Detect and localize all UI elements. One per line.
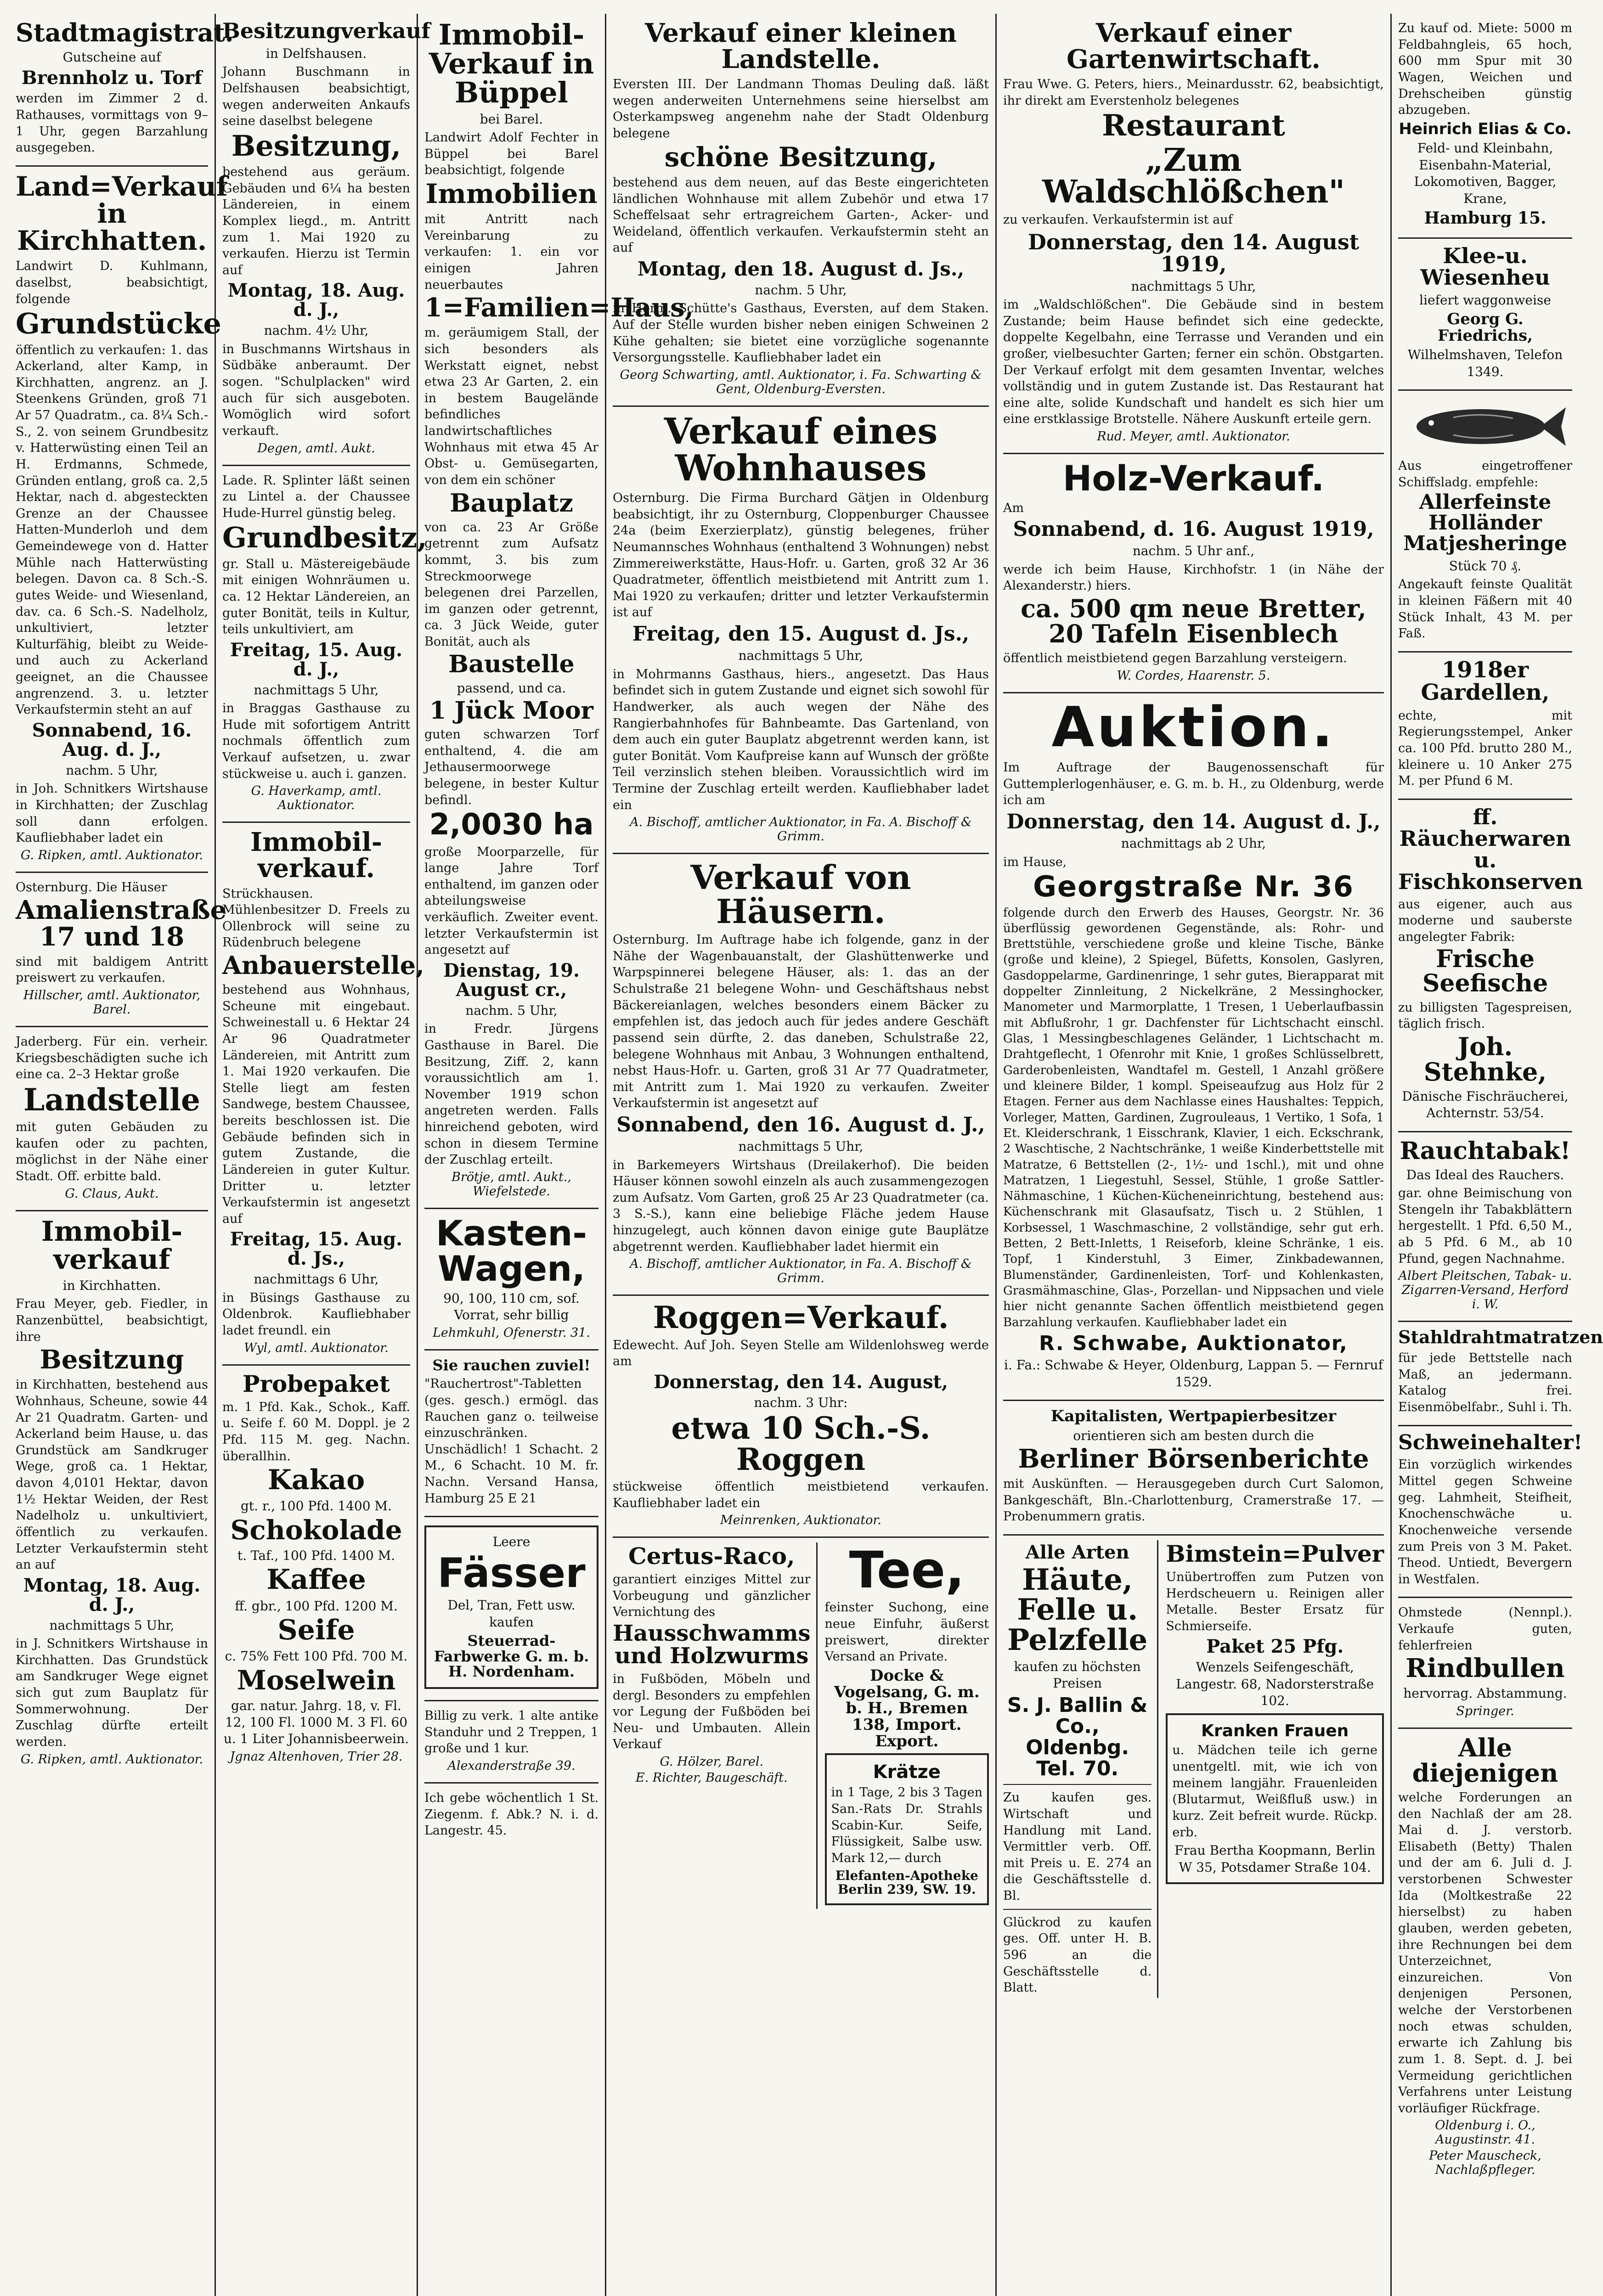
ad-title: Stadtmagistrat. <box>16 18 234 47</box>
auction-date: Sonnabend, d. 16. August 1919, <box>1013 518 1374 541</box>
ad-text: im Hause, <box>1003 855 1067 869</box>
ad-standuhr <box>424 1701 598 1784</box>
ad-text: echte, mit Regierungsstempel, Anker ca. 100 Pfd. brutto 280 M., kleinere u. 10 Anker 275 M. per Pfund 6 M. <box>1398 708 1572 788</box>
ad-text: werde ich beim Hause, Kirchhofstr. 1 (in Nähe der Alexanderstr.) hiers. <box>1003 562 1384 593</box>
ad-subtitle: in Kirchhatten. <box>62 1277 161 1293</box>
ad-ziegenmilch <box>424 1784 598 1848</box>
ad-text: Zu kaufen ges. Wirtschaft und Handlung mit Land. Vermittler verb. Off. mit Preis u. E. 274 an die Geschäftsstelle d. Bl. <box>1003 1790 1152 1903</box>
ad-text: bestehend aus geräum. Gebäuden und 6¼ ha besten Ländereien, in einem Komplex liegd., m. Antritt zum 1. Mai 1920 zu verkaufen. Hierzu ist Termin auf <box>222 165 410 277</box>
column-2 <box>216 14 431 2296</box>
ad-text: mit Auskünften. — Herausgegeben durch Curt Salomon, Bankgeschäft, Bln.-Charlottenburg, Cramerstraße 17. — Probenummern gratis. <box>1003 1477 1384 1524</box>
ad-matjes <box>1398 391 1572 653</box>
ad-title: Probepaket <box>243 1370 390 1397</box>
ad-signature: G. Ripken, amtl. Auktionator. <box>20 1752 203 1767</box>
ad-title: Alle Arten <box>1025 1541 1129 1563</box>
auction-date: Freitag, 15. Aug. d. Js., <box>230 1228 403 1270</box>
ad-text: m. 1 Pfd. Kak., Schok., Kaff. u. Seife f. 60 M. Doppl. je 2 Pfd. 115 M. geg. Nachn. überallhin. <box>222 1400 410 1463</box>
auction-date: Dienstag, 19. August cr., <box>443 959 580 1001</box>
auction-date: Sonnabend, 16. Aug. d. J., <box>32 719 192 760</box>
ad-grundbesitz-lintel <box>222 466 427 823</box>
ad-title: Schweinehalter! <box>1398 1430 1583 1454</box>
ad-text: Ohmstede (Nennpl.). Verkaufe guten, fehlerfreien <box>1398 1605 1572 1653</box>
ad-text: feinster Suchong, eine neue Einfuhr, äußerst preiswert, direkter Versand an Private. <box>824 1600 989 1664</box>
product-price: c. 75% Fett 100 Pfd. 700 M. <box>225 1649 408 1664</box>
ad-headline: ca. 500 qm neue Bretter, 20 Tafeln Eisenblech <box>1021 594 1366 649</box>
ad-headline: 1 Jück Moor <box>429 697 593 725</box>
ad-headline: Brennholz u. Torf <box>21 67 203 89</box>
auction-time: nachm. 5 Uhr anf., <box>1132 543 1255 559</box>
ad-price: Paket 25 Pfg. <box>1206 1636 1344 1658</box>
ad-title: Certus-Raco, <box>628 1542 795 1570</box>
ad-text: Glückrod zu kaufen ges. Off. unter H. B. 596 an die Geschäftsstelle d. Blatt. <box>1003 1915 1152 1995</box>
ad-text: für jede Bettstelle nach Maß, an jedermann. Katalog frei. Eisenmöbelfabr., Suhl i. Th. <box>1398 1351 1572 1414</box>
ad-text: Landwirt Adolf Fechter in Büppel bei Barel beabsichtigt, folgende <box>424 130 598 178</box>
ad-headline: Fässer <box>437 1549 586 1597</box>
ad-text: Am <box>1003 501 1024 515</box>
ad-text: in J. Schnitkers Wirtshause in Kirchhatten. Das Grundstück am Sandkruger Wege eignet sich gut zum Bauplatz für Sommerwohnung. Der Zuschlag dürfte erteilt werden. <box>16 1637 208 1749</box>
ad-gardellen <box>1398 653 1572 800</box>
ad-text: mit Antritt nach Vereinbarung zu verkaufen: 1. ein vor einigen Jahren neuerbautes <box>424 212 598 292</box>
ad-holz-verkauf <box>1003 454 1384 693</box>
product-name: Kaffee <box>266 1564 366 1596</box>
ad-text: Gutscheine auf <box>62 50 161 65</box>
ad-signature: Brötje, amtl. Aukt., Wiefelstede. <box>452 1170 571 1199</box>
fish-icon <box>1403 399 1568 454</box>
ad-title: Rauchtabak! <box>1400 1137 1571 1165</box>
ad-landstelle-eversten <box>613 14 989 407</box>
ad-signature: Alexanderstraße 39. <box>447 1758 576 1773</box>
ad-title: Bimstein=Pulver <box>1166 1540 1384 1567</box>
ad-text: hervorrag. Abstammung. <box>1403 1686 1567 1701</box>
ad-title: Leere <box>492 1534 531 1550</box>
auction-time: nachmittags 5 Uhr, <box>738 1139 864 1154</box>
ad-title: Land=Verkauf in Kirchhatten. <box>16 170 228 257</box>
ad-text: Angekauft feinste Qualität in kleinen Fäßern mit 40 Stück Inhalt, 43 M. per Faß. <box>1398 577 1572 641</box>
ad-text: Feld- und Kleinbahn, Eisenbahn-Material, Lokomotiven, Bagger, Krane, <box>1414 141 1557 206</box>
ad-amalienstrasse <box>16 873 227 1027</box>
ad-landstelle <box>16 1027 208 1211</box>
ad-raeucherwaren <box>1398 800 1583 1132</box>
auction-time: nachmittags ab 2 Uhr, <box>1121 836 1266 851</box>
ad-certus-raco <box>613 1542 818 1909</box>
ad-subtitle: bei Barel. <box>480 111 543 127</box>
ad-price: Stück 70 ₰. <box>1449 558 1522 574</box>
product-price: gt. r., 100 Pfd. 1400 M. <box>241 1498 392 1514</box>
ad-text: guten schwarzen Torf enthaltend, 4. die am Jethausermoorwege belegene, in bester Kultur befindl. <box>424 727 598 807</box>
auction-time: nachmittags 5 Uhr, <box>49 1617 175 1633</box>
ad-headline: Restaurant <box>1102 108 1285 143</box>
ad-text: sind mit baldigem Antritt preiswert zu verkaufen. <box>16 954 208 985</box>
ad-signature-detail: Peter Mauscheck, Nachlaßpfleger. <box>1429 2149 1541 2178</box>
ad-text: werden im Zimmer 2 d. Rathauses, vormittags von 9–1 Uhr, gegen Barzahlung ausgegeben. <box>16 91 208 155</box>
ad-headline: Frische Seefische <box>1422 945 1548 998</box>
ad-title: Immobil-verkauf. <box>250 827 382 884</box>
column-4 <box>606 14 997 2296</box>
ad-signature: Rud. Meyer, amtl. Auktionator. <box>1097 429 1290 444</box>
ad-headline: Berliner Börsenberichte <box>1018 1444 1369 1474</box>
product-price: gar. natur. Jahrg. 18, v. Fl. 12, 100 Fl. 1000 M. 3 Fl. 60 u. 1 Liter Johannisbeerwein. <box>223 1698 409 1747</box>
ad-stadtmagistrat <box>16 14 234 167</box>
ad-signature: S. J. Ballin & Co., Oldenbg. Tel. 70. <box>1007 1693 1148 1781</box>
ad-rauchtabak <box>1398 1132 1572 1322</box>
ad-signature: W. Cordes, Haarenstr. 5. <box>1117 668 1270 683</box>
ad-text: Osternburg. Die Firma Burchard Gätjen in Oldenburg beabsichtigt, ihr zu Osternburg, Cloppenburger Chaussee 24a (beim Exerzierplatz), günstig belegenes, früher Neumannsches Wohnhaus (enthaltend 3 Wohnungen) nebst Zimmereiwerkstätte, Haus-Hofr. u. Garten, groß 32 Ar 36 Quadratmeter, öffentlich meistbietend mit Antritt zum 1. Mai 1920 zu verkaufen; dritter und letzter Verkaufstermin ist auf <box>613 491 989 620</box>
ad-signature: R. Schwabe, Auktionator, <box>1039 1331 1348 1355</box>
ad-text: Frau Wwe. G. Peters, hiers., Meinardusstr. 62, beabsichtigt, ihr direkt am Everstenholz belegenes <box>1003 77 1384 108</box>
ad-kastenwagen <box>424 1209 598 1351</box>
auction-time: nachmittags 5 Uhr, <box>738 648 864 664</box>
ad-title: Immobil-verkauf <box>41 1215 183 1276</box>
ad-signature: A. Bischoff, amtlicher Auktionator, in Fa. A. Bischoff & Grimm. <box>630 1257 972 1286</box>
ad-text: in Fußböden, Möbeln und dergl. Besonders zu empfehlen vor Legung der Fußböden bei Neu- und Umbauten. Allein Verkauf <box>613 1671 811 1752</box>
ad-subtitle: in Delfshausen. <box>265 45 367 61</box>
ad-signature: Oldenburg i. O., Augustinstr. 41. <box>1435 2118 1535 2147</box>
ad-text: bestehend aus dem neuen, auf das Beste eingerichteten ländlichen Wohnhause mit allem Zubehör und etwa 17 Scheffelsaat sehr ertragreichem Garten-, Acker- und Weideland, öffentlich verkaufen. Verkaufstermin steht an auf <box>613 175 989 255</box>
ad-city: Hamburg 15. <box>1424 208 1547 228</box>
auction-date: Montag, 18. Aug. d. J., <box>227 280 405 321</box>
ad-text: in Barkemeyers Wirtshaus (Dreilakerhof). Die beiden Häuser können sowohl einzeln als auch zusammengezogen zum Aufsatz. Vom Garten, groß 25 Ar 23 Quadratmeter (ca. 3 S.-S.), kann eine beliebige Fläche jedem Hause hinzugelegt, auch können davon einige gute Bauplätze abgetrennt werden. Kaufliebhaber ladet hiermit ein <box>613 1158 989 1254</box>
ad-text: "Rauchertrost"-Tabletten (ges. gesch.) ermögl. das Rauchen ganz o. teilweise einzuschränken. Unschädlich! 1 Schacht. 2 M., 6 Schacht. 10 M. fr. Nachn. Versand Hansa, Hamburg 25 E 21 <box>424 1377 598 1506</box>
auction-date: Sonnabend, den 16. August d. J., <box>616 1113 985 1137</box>
auction-time: nachmittags 5 Uhr, <box>1131 278 1256 294</box>
ad-text: kaufen zu höchsten Preisen <box>1014 1659 1141 1691</box>
ad-signature: E. Richter, Baugeschäft. <box>635 1771 788 1785</box>
ad-text: Strückhausen. Mühlenbesitzer D. Freels zu Ollenbrock will seine zu Rüdenbruch belegene <box>222 886 410 950</box>
auction-time: nachmittags 6 Uhr, <box>254 1272 379 1287</box>
ad-text: aus eigener, auch aus moderne und sauberste angelegter Fabrik: <box>1398 897 1572 944</box>
ad-headline: Tee, <box>849 1541 965 1600</box>
ad-immobil-bueppel <box>424 14 694 1209</box>
ad-signature: Joh. Stehnke, <box>1423 1031 1547 1086</box>
ad-title: Immobil-Verkauf in Büppel <box>429 18 594 110</box>
ad-title: 1918er Gardellen, <box>1421 657 1550 705</box>
ad-text: Eversten III. Der Landmann Thomas Deuling daß. läßt wegen anderweiten Unternehmens seine hierselbst am Osterkampsweg angenehm nahe der Stadt Oldenburg belegene <box>613 77 989 141</box>
ad-text: in Mohrmanns Gasthaus, hiers., angesetzt. Das Haus befindet sich in gutem Zustande und eignet sich sowohl für Handwerker, als auch wegen der Nähe des Rangierbahnhofes für Bahnbeamte. Das Gartenland, von dem auch ein guter Bauplatz abgetrennt werden kann, ist guter Bonität. Vom Kaufpreise kann auf Wunsch der größte Teil verzinslich stehen bleiben. Voraussichtlich wird im Termine der Zuschlag erteilt werden. Kaufliebhaber ladet ein <box>613 667 989 812</box>
ad-signature: Hillscher, amtl. Auktionator, Barel. <box>23 988 201 1017</box>
ad-text: in Braggas Gasthause zu Hude mit sofortigem Antritt nochmals öffentlich zum Verkauf aufsetzen, u. zwar stückweise u. auch i. ganzen. <box>222 701 410 781</box>
ad-title: Verkauf einer Gartenwirtschaft. <box>1067 18 1321 75</box>
ad-text: Landwirt D. Kuhlmann, daselbst, beabsichtigt, folgende <box>16 259 208 306</box>
ad-signature: Docke & Vogelsang, G. m. b. H., Bremen 138, Import. Export. <box>834 1666 980 1750</box>
column-5 <box>997 14 1392 2296</box>
ad-headline: Häute, Felle u. Pelzfelle <box>1007 1562 1148 1657</box>
ad-title: Besitzungverkauf <box>222 18 431 43</box>
ad-feldbahngleis <box>1398 14 1572 239</box>
ad-title: Krätze <box>873 1761 941 1783</box>
ad-signature: Meinrenken, Auktionator. <box>720 1513 881 1528</box>
ad-title: Kasten-Wagen, <box>436 1212 587 1289</box>
ad-text: Im Auftrage der Baugenossenschaft für Guttemplerlogenhäuser, e. G. m. b. H., zu Oldenburg, werde ich am <box>1003 760 1384 808</box>
ad-text: mit guten Gebäuden zu kaufen oder zu pachten, möglichst in der Nähe einer Stadt. Off. erbitte bald. <box>16 1120 208 1183</box>
ad-text: Johann Buschmann in Delfshausen beabsichtigt, wegen anderweiten Ankaufs seine daselbst belegene <box>222 65 410 129</box>
ad-subtitle: Das Ideal des Rauchers. <box>1406 1167 1564 1182</box>
ad-signature: Wyl, amtl. Auktionator. <box>244 1340 389 1355</box>
ad-text: stückweise öffentlich meistbietend verkaufen. Kaufliebhaber ladet ein <box>613 1479 989 1510</box>
ad-text: in Herm. Schütte's Gasthaus, Eversten, auf dem Staken. Auf der Stelle wurden bisher neben einigen Schweinen 2 Kühe gehalten; sie bietet eine vorzügliche sogenannte Versorgungsstelle. Kaufliebhaber ladet ein <box>613 301 989 365</box>
ad-title: Allerfeinste Holländer Matjesheringe <box>1403 490 1567 556</box>
ad-signature-detail: Dänische Fischräucherei, Achternstr. 53/54. <box>1402 1088 1569 1121</box>
ad-immobil-kirchhatten <box>16 1211 208 1776</box>
ad-title: Sie rauchen zuviel! <box>432 1356 591 1374</box>
ad-signature: Georg Schwarting, amtl. Auktionator, i. Fa. Schwarting & Gent, Oldenburg-Eversten. <box>620 367 982 396</box>
ad-probepaket <box>222 1366 410 1773</box>
column-6 <box>1392 14 1603 2296</box>
ad-headline: Rindbullen <box>1405 1653 1565 1684</box>
ad-rauchertrost <box>424 1351 598 1518</box>
ad-text: in Fredr. Jürgens Gasthause in Barel. Die Besitzung, Ziff. 2, kann voraussichtlich am 1. November 1919 schon angetreten werden. Falls hinreichend geboten, wird schon in diesem Termine der Zuschlag erteilt. <box>424 1022 598 1167</box>
ad-title: Kranken Frauen <box>1201 1721 1349 1740</box>
auction-date: Donnerstag, den 14. August d. J., <box>1006 810 1381 834</box>
auction-date: Montag, 18. Aug. d. J., <box>23 1574 201 1615</box>
auction-date: Montag, den 18. August d. Js., <box>637 258 965 280</box>
ad-text: von ca. 23 Ar Größe getrennt zum Aufsatz kommt, 3. bis zum Streckmoorwege belegenen drei Parzellen, im ganzen oder getrennt, ca. 3 Jück Weide, guter Bonität, auch als <box>424 520 598 649</box>
ad-text: in Buschmanns Wirtshaus in Südbäke anberaumt. Der sogen. "Schulplacken" wird auch für sich ausgeboten. Womöglich wird sofort verkauft. <box>222 342 410 438</box>
ad-title: ff. Räucherwaren u. Fischkonserven <box>1398 804 1583 894</box>
ad-nachlass <box>1398 1729 1572 2187</box>
ad-headline: schöne Besitzung, <box>664 141 937 173</box>
ad-headline: Baustelle <box>448 650 575 678</box>
ad-title: Klee-u. Wiesenheu <box>1420 243 1550 290</box>
ad-title: Stahldrahtmatratzen <box>1398 1327 1603 1348</box>
auction-time: nachm. 5 Uhr, <box>66 762 158 778</box>
ad-headline: Bauplatz <box>450 488 573 518</box>
ad-text: öffentlich zu verkaufen: 1. das Ackerland, alter Kamp, in Kirchhatten, angrenz. an J. Steenkens Gründen, groß 71 Ar 57 Quadratm., ca. 8¼ Sch.-S., 2. von seinem Grundbesitz v. Hatterwüsting einen Teil an H. Erdmanns, Schmede, Gründen entlang, groß ca. 2,5 Hektar, nach d. abgesteckten Grenze an der Chaussee Hatten-Munderloh und dem Gemeindewege von d. Hatter Mühle nach Hatterwüsting belegen. Davon ca. 8 Sch.-S. gutes Weide- und Wiesenland, dav. ca. 6 Sch.-S. Nadelholz, unkultiviert, letzter Kulturfähig, bleibt zu Weide- und auch zu Ackerland geeignet, an die Chaussee angrenzend. 3. u. letzter Verkaufstermin steht an auf <box>16 343 208 717</box>
ad-text: Aus eingetroffener Schiffsladg. empfehle: <box>1398 459 1572 490</box>
ad-headline: Landstelle <box>23 1081 201 1118</box>
ad-text: Ich gebe wöchentlich 1 St. Ziegenm. f. Abk.? N. i. d. Langestr. 45. <box>424 1790 598 1838</box>
ad-text: öffentlich meistbietend gegen Barzahlung versteigern. <box>1003 651 1347 666</box>
auction-time: nachm. 3 Uhr: <box>754 1395 848 1410</box>
ad-rindbullen <box>1398 1598 1572 1728</box>
ad-headline: Grundbesitz, <box>222 521 427 555</box>
ad-title: Verkauf von Häusern. <box>690 858 911 931</box>
auction-time: nachmittags 5 Uhr, <box>254 682 379 698</box>
ad-signature: Albert Pleitschen, Tabak- u. Zigarren-Versand, Herford i. W. <box>1398 1269 1572 1312</box>
ad-text: in Kirchhatten, bestehend aus Wohnhaus, Scheune, sowie 44 Ar 21 Quadratm. Garten- und Ackerland beim Hause, u. das Grundstück am Sandkruger Wege, groß ca. 1 Hektar, davon 4,0101 Hektar, davon 1½ Hektar Weiden, der Rest Nadelholz u. unkultiviert, öffentlich zu verkaufen. Letzter Verkaufstermin steht an auf <box>16 1378 208 1572</box>
ad-text: garantiert einziges Mittel zur Vorbeugung und gänzlicher Vernichtung des <box>613 1572 811 1620</box>
ad-text: Osternburg. Die Häuser <box>16 880 167 895</box>
ad-signature: G. Claus, Aukt. <box>65 1186 159 1201</box>
ad-headline: Besitzung <box>40 1345 184 1375</box>
ad-title: Roggen=Verkauf. <box>653 1300 949 1336</box>
ad-bimstein-kranken <box>1166 1540 1384 1998</box>
ad-text: Unübertroffen zum Putzen von Herdscheuern u. Reinigen aller Metalle. Bester Ersatz für Schmierseife. <box>1166 1570 1384 1633</box>
ad-text: Frau Meyer, geb. Fiedler, in Ranzenbüttel, beabsichtigt, ihre <box>16 1297 208 1344</box>
ad-text: passend, und ca. <box>457 680 566 696</box>
ad-headline: Anbauerstelle, <box>222 951 424 980</box>
ad-signature: Georg G. Friedrichs, <box>1437 310 1533 345</box>
product-price: ff. gbr., 100 Pfd. 1200 M. <box>235 1598 398 1614</box>
ad-signature: Springer. <box>1456 1704 1514 1718</box>
ad-schweinehalter <box>1398 1426 1583 1598</box>
ad-headline: „Zum Waldschlößchen" <box>1042 141 1345 211</box>
ad-text: Del, Tran, Fett usw. kaufen <box>447 1598 576 1630</box>
ad-text: u. Mädchen teile ich gerne unentgeltl. mit, wie ich von meinem langjähr. Frauenleiden (Blutarmut, Weißfluß usw.) in kurz. Zeit befreit wurde. Rückp. erb. <box>1172 1743 1377 1840</box>
auction-time: nachm. 5 Uhr, <box>465 1002 558 1018</box>
ad-headline: Amalienstraße 17 und 18 <box>16 895 227 952</box>
ad-signature: G. Hölzer, Barel. <box>660 1755 764 1769</box>
ad-besitzung-delfshausen <box>222 14 431 466</box>
ad-text: m. geräumigem Stall, der sich besonders als Werkstatt eignet, nebst etwa 23 Ar Garten, 2. ein in bestem Baugelände befindliches landwirtschaftliches Wohnhaus mit etwa 45 Ar Obst- u. Gemüsegarten, von dem ein schöner <box>424 326 598 487</box>
product-name: Moselwein <box>237 1664 396 1696</box>
ad-signature: G. Ripken, amtl. Auktionator. <box>20 848 203 862</box>
ad-headline: 2,0030 ha <box>429 808 594 842</box>
ad-kraetze <box>825 1753 989 1905</box>
ad-haeuser-osternburg <box>613 854 989 1296</box>
ad-signature: Wenzels Seifengeschäft, Langestr. 68, Nadorsterstraße 102. <box>1176 1660 1374 1709</box>
product-price: t. Taf., 100 Pfd. 1400 M. <box>237 1548 395 1563</box>
ad-signature: Elefanten-Apotheke Berlin 239, SW. 19. <box>835 1868 978 1897</box>
ad-signature: Jgnaz Altenhoven, Trier 28. <box>230 1749 403 1764</box>
auction-date: Freitag, den 15. August d. Js., <box>632 622 970 646</box>
ad-auktion <box>1003 693 1384 1401</box>
ad-wiesenheu <box>1398 239 1572 391</box>
ad-gartenwirtschaft <box>1003 14 1384 454</box>
ad-kranken-frauen <box>1166 1713 1384 1884</box>
ad-headline: etwa 10 Sch.-S. Roggen <box>671 1410 931 1477</box>
ad-text: in Büsings Gasthause zu Oldenbrok. Kaufliebhaber ladet freundl. ein <box>222 1290 410 1338</box>
ad-signature: A. Bischoff, amtlicher Auktionator, in Fa. A. Bischoff & Grimm. <box>630 815 972 844</box>
ad-title: Verkauf einer kleinen Landstelle. <box>644 18 957 75</box>
ad-text: große Moorparzelle, für lange Jahre Torf enthaltend, im ganzen oder abteilungsweise verkäuflich. Zweiter event. letzter Verkaufstermin ist angesetzt auf <box>424 844 598 957</box>
auction-date: Donnerstag, den 14. August, <box>654 1371 948 1393</box>
ad-text: Lade. R. Splinter läßt seinen zu Lintel a. der Chaussee Hude-Hurrel günstig beleg. <box>222 473 410 520</box>
ad-text: zu verkaufen. Verkaufstermin ist auf <box>1003 213 1233 227</box>
ad-land-verkauf <box>16 167 228 873</box>
ad-text: bestehend aus Wohnhaus, Scheune mit eingebaut. Schweinestall u. 6 Hektar 24 Ar 96 Quadratmeter Ländereien, mit Antritt zum 1. Mai 1920 verkaufen. Die Stelle liegt am festen Sandwege, bestem Chaussee, bereits beschlossen ist. Die Gebäude befinden sich in gutem Zustande, die Ländereien in guter Kultur. Dritter u. letzter Verkaufstermin ist angesetzt auf <box>222 983 410 1226</box>
ad-text: orientieren sich am besten durch die <box>1073 1428 1314 1443</box>
ad-headline: Immobilien <box>425 178 598 209</box>
ad-title: Holz-Verkauf. <box>1062 458 1325 499</box>
ad-text: Jaderberg. Für ein. verheir. Kriegsbeschädigten suche ich eine ca. 2–3 Hektar große <box>16 1034 208 1082</box>
ad-immobil-strueckhausen <box>222 823 424 1365</box>
auction-time: nachm. 5 Uhr, <box>755 282 847 298</box>
ad-signature-detail: Wilhelmshaven, Telefon 1349. <box>1407 347 1563 379</box>
column-1 <box>9 14 234 2296</box>
ad-text: gar. ohne Beimischung von Stengeln ihr Tabakblättern hergestellt. 1 Pfd. 6,50 M., ab 5 Pfd. 6 M., ab 10 Pfund, gegen Nachnahme. <box>1398 1186 1572 1266</box>
ad-group-bottom <box>1003 1536 1384 2005</box>
ad-headline: Hausschwamms und Holzwurms <box>613 1621 811 1669</box>
ad-text: gr. Stall u. Mästereigebäude mit einigen Wohnräumen u. ca. 12 Hektar Ländereien, an guter Bonität, teils in Kultur, teils unkultiviert, am <box>222 557 410 637</box>
ad-text: im „Waldschlößchen". Die Gebäude sind in bestem Zustande; beim Hause befindet sich eine gedeckte, doppelte Kegelbahn, eine Terrasse und Veranden und ein großer, vielbesuchter Garten; ferner ein schön. Obstgarten. Der Verkauf erfolgt mit dem gesamten Inventar, welches vollständig und in gutem Zustande ist. Das Restaurant hat eine alte, solide Kundschaft und handelt es sich hier um eine erstklassige Brotstelle. Nähere Auskunft erteile gern. <box>1003 298 1384 427</box>
ad-text: Zu kauf od. Miete: 5000 m Feldbahngleis, 65 hoch, 600 mm Spur mit 30 Wagen, Weichen und Drehscheiben günstig abzugeben. <box>1398 21 1572 118</box>
ad-text: Billig zu verk. 1 alte antike Standuhr und 2 Treppen, 1 große und 1 kur. <box>424 1709 598 1756</box>
ad-faesser <box>424 1517 598 1701</box>
ad-text: zu billigsten Tagespreisen, täglich frisch. <box>1398 1000 1572 1031</box>
auction-time: nachm. 4½ Uhr, <box>264 323 369 338</box>
product-name: Schokolade <box>230 1514 402 1546</box>
ad-boersenberichte <box>1003 1401 1384 1536</box>
ad-text: Ein vorzüglich wirkendes Mittel gegen Schweine geg. Lahmheit, Steifheit, Knochenschwäche u. Knochenweiche versende zum Preis von 3 M. Paket. Theod. Untiedt, Bevergern in Westfalen. <box>1398 1458 1572 1587</box>
ad-title: Auktion. <box>1051 695 1336 760</box>
ad-signature: G. Haverkamp, amtl. Auktionator. <box>251 784 382 813</box>
ad-text: liefert waggonweise <box>1419 292 1551 308</box>
ad-signature: Steuerrad-Farbwerke G. m. b. H. Nordenham. <box>434 1632 589 1681</box>
ad-haeute-felle <box>1003 1540 1158 1998</box>
divider <box>1003 1909 1151 1910</box>
ad-stahldraht <box>1398 1322 1603 1426</box>
ad-text: 90, 100, 110 cm, sof. Vorrat, sehr billig <box>443 1290 580 1323</box>
ad-text: Osternburg. Im Auftrage habe ich folgende, ganz in der Nähe der Wagenbauanstalt, der Glashüttenwerke und Warpspinnerei belegene Häuser, als: 1. das an der Schulstraße 21 belegene Wohn- und Geschäftshaus nebst Bäckereianlagen, welches besonders einem Bäcker zu empfehlen ist, das jedoch auch für jedes andere Geschäft passend sein dürfte, 2. das daneben, Schulstraße 22, belegene Wohnhaus mit Anbau, 3 Wohnungen enthaltend, nebst Haus-Hofr. u. Garten, groß 31 Ar 77 Quadratmeter, mit Antritt zum 1. Mai 1920 zu verkaufen. Zweiter Verkaufstermin ist angesetzt auf <box>613 933 989 1111</box>
ad-box <box>424 1525 598 1689</box>
column-3 <box>418 14 694 2296</box>
ad-signature-detail: i. Fa.: Schwabe & Heyer, Oldenburg, Lappan 5. — Fernruf 1529. <box>1004 1357 1383 1390</box>
ad-signature: Frau Bertha Koopmann, Berlin W 35, Potsdamer Straße 104. <box>1174 1843 1376 1875</box>
divider <box>1003 1784 1151 1785</box>
ad-group-bottom <box>613 1538 989 1916</box>
ad-signature: Heinrich Elias & Co. <box>1399 119 1572 138</box>
ad-tee-krätze <box>825 1542 989 1909</box>
ad-signature: Degen, amtl. Aukt. <box>257 441 375 456</box>
ad-text: folgende durch den Erwerb des Hauses, Georgstr. Nr. 36 überflüssig gewordenen Gegenstände, als: Rohr- und Brettstühle, verschiedene große und kleine Tische, Bänke (große und kleine), 2 Spiegel, Büfetts, Konsolen, Gaslyren, Gasdoppelarme, Gardinenringe, 1 sehr gutes, Bierapparat mit doppelter Zinnleitung, 2 Nickelkräne, 2 Messinghocker, Manometer und Marmorplatte, 1 Tresen, 1 Ueberlaufbassin mit Abflußrohr, 1 gr. Dachfenster für Lichtschacht einschl. Glas, 1 Messingbeschlagenes Geländer, 1 Lichtschacht m. Drahtgeflecht, 1 Ofenrohr mit Knie, 1 großes Schlüsselbrett, Garderobenleisten, Wandtafel m. Gestell, 1 Anzahl größere und kleinere Bilder, 1 kompl. Speiseaufzug aus Holz für 2 Etagen. Ferner aus dem Nachlasse eines Haushaltes: Teppich, Vorleger, Matten, Gardinen, Zugrouleaus, 1 Vertiko, 1 Sofa, 1 Et. Kleiderschrank, 1 Eisschrank, Klavier, 1 eich. Eckschrank, 2 Waschtische, 2 Nachtschränke, 1 weiße Kinderbettstelle mit Matratze, 6 Bettstellen (2-, 1½- und 1schl.), mit und ohne Matratzen, 1 Liegestuhl, Sessel, Stühle, 1 große Sattler-Nähmaschine, 1 Küchen-Kücheneinrichtung, bestehend aus: Küchenschrank mit Glasaufsatz, Tisch u. 2 Stühlen, 1 Korbsessel, 1 Waschmaschine, 2 vollständige, sehr gut erh. Betten, 2 Bett-Inletts, 1 Reiseforb, kleine Schränke, 1 eis. Topf, 1 Kinderstuhl, 3 Eimer, Zinkbadewannen, Blumenständer, Gardinenleisten, Torf- und Kohlenkasten, Grasmähmaschine, Glas-, Porzellan- und Nippsachen und viele hier nicht genannte Sachen öffentlich meistbietend gegen Barzahlung verkaufen. Kaufliebhaber ladet ein <box>1003 906 1384 1329</box>
auction-date: Freitag, 15. Aug. d. J., <box>230 639 403 680</box>
ad-text: Edewecht. Auf Joh. Seyen Stelle am Wildenlohsweg werde am <box>613 1338 989 1369</box>
ad-text: welche Forderungen an den Nachlaß der am 28. Mai d. J. verstorb. Elisabeth (Betty) Thalen und der am 6. Juli d. J. verstorbenen Schwester Ida (Moltkestraße 22 hierselbst) zu haben glauben, werden gebeten, ihre Rechnungen bei dem Unterzeichnet, einzureichen. Von denjenigen Personen, welche der Verstorbenen noch etwas schulden, erwarte ich Zahlung bis zum 1. 8. Sept. d. J. bei Vermeidung gerichtlichen Verfahrens unter Leistung vorläufiger Rückfrage. <box>1398 1790 1572 2116</box>
ad-headline: Georgstraße Nr. 36 <box>1033 870 1354 904</box>
ad-text: in 1 Tage, 2 bis 3 Tagen San.-Rats Dr. Strahls Scabin-Kur. Seife, Flüssigkeit, Salbe usw. Mark 12,— durch <box>831 1785 982 1865</box>
auction-date: Donnerstag, den 14. August 1919, <box>1028 230 1359 277</box>
ad-roggen <box>613 1296 989 1538</box>
ad-title: Kapitalisten, Wertpapierbesitzer <box>1050 1407 1337 1425</box>
ad-headline: 1=Familien=Haus, <box>424 293 694 323</box>
ad-wohnhaus-osternburg <box>613 407 989 854</box>
ad-signature: Lehmkuhl, Ofenerstr. 31. <box>433 1325 590 1340</box>
product-name: Kakao <box>267 1464 365 1497</box>
ad-title: Alle diejenigen <box>1412 1733 1558 1788</box>
ad-headline: Besitzung, <box>231 129 401 163</box>
ad-headline: Grundstücke <box>16 307 221 341</box>
ad-text: in Joh. Schnitkers Wirtshause in Kirchhatten; der Zuschlag soll dann erfolgen. Kaufliebhaber ladet ein <box>16 782 208 845</box>
ad-title: Verkauf eines Wohnhauses <box>664 410 938 489</box>
product-name: Seife <box>277 1614 355 1646</box>
